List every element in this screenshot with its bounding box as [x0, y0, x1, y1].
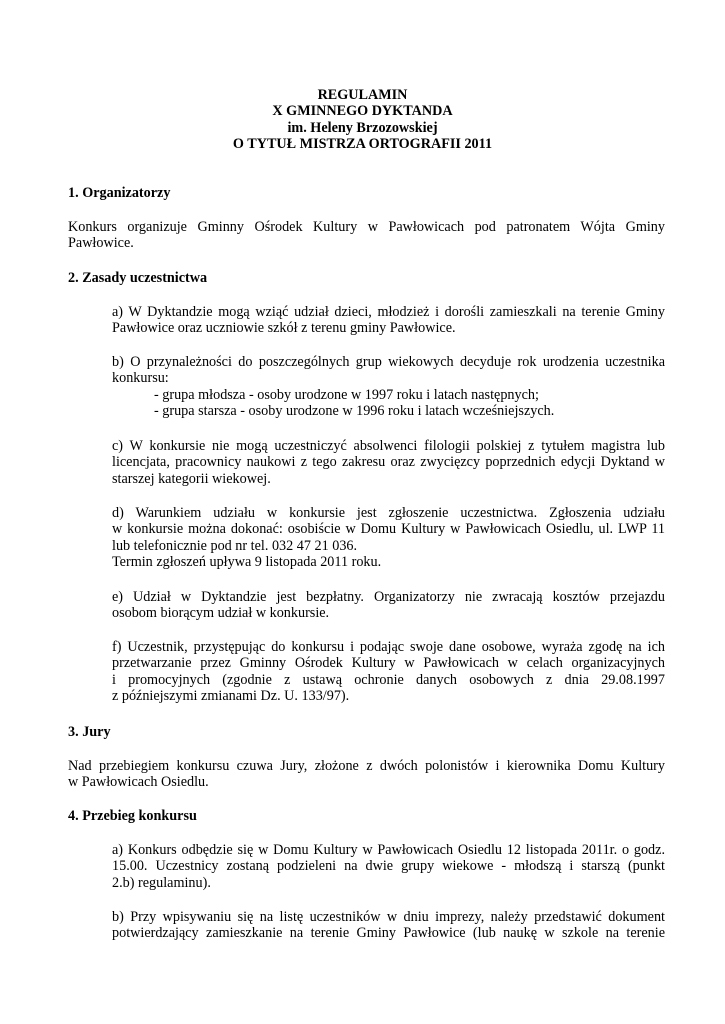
- text-line: e) Udział w Dyktandzie jest bezpłatny. Organizatorzy nie zwracają kosztów przejazdu: [112, 589, 665, 605]
- age-group-older: - grupa starsza - osoby urodzone w 1996 roku i latach wcześniejszych.: [154, 403, 555, 420]
- text-line: i promocyjnych (zgodnie z ustawą ochronie danych osobowych z dnia 29.08.1997: [112, 671, 665, 688]
- text-line: Termin zgłoszeń upływa 9 listopada 2011 roku.: [112, 554, 382, 571]
- section-2-item-d: [112, 505, 665, 571]
- text-line: b) O przynależności do poszczególnych grup wiekowych decyduje rok urodzenia uczestnika: [112, 354, 665, 370]
- text-line: licencjata, pracownicy naukowi z tego zakresu oraz zwycięzcy poprzednich edycji Dyktand w: [112, 454, 665, 471]
- section-2-item-a: [112, 304, 665, 337]
- age-group-younger: - grupa młodsza - osoby urodzone w 1997 roku i latach następnych;: [154, 386, 539, 403]
- text-line: f) Uczestnik, przystępując do konkursu i podając swoje dane osobowe, wyraża zgodę na ich: [112, 639, 665, 655]
- text-line: przetwarzanie przez Gminny Ośrodek Kultury w Pawłowicach w celach organizacyjnych: [112, 655, 665, 672]
- section-1-paragraph: [68, 219, 665, 252]
- section-2-item-c: [112, 438, 665, 487]
- text-line: c) W konkursie nie mogą uczestniczyć absolwenci filologii polskiej z tytułem magistra lub: [112, 438, 665, 454]
- section-2-heading: 2. Zasady uczestnictwa: [68, 270, 208, 286]
- title-line-2: X GMINNEGO DYKTANDA: [272, 103, 453, 120]
- text-line: a) W Dyktandzie mogą wziąć udział dzieci, młodzież i dorośli zamieszkali na terenie Gminy: [112, 304, 665, 320]
- text-line: Pawłowice oraz uczniowie szkół z terenu gminy Pawłowice.: [112, 320, 456, 337]
- text-line: Nad przebiegiem konkursu czuwa Jury, złożone z dwóch polonistów i kierownika Domu Kultury: [68, 758, 665, 774]
- text-line: a) Konkurs odbędzie się w Domu Kultury w Pawłowicach Osiedlu 12 listopada 2011r. o godz.: [112, 842, 665, 858]
- section-4-heading: 4. Przebieg konkursu: [68, 808, 197, 824]
- section-4-item-a: [112, 842, 665, 891]
- text-line: b) Przy wpisywaniu się na listę uczestników w dniu imprezy, należy przedstawić dokument: [112, 909, 665, 925]
- title-line-4: O TYTUŁ MISTRZA ORTOGRAFII 2011: [232, 136, 493, 153]
- section-4-item-b: [112, 909, 665, 942]
- section-2-item-f: [112, 639, 665, 705]
- section-2-item-b: [112, 354, 665, 420]
- section-2-item-e: [112, 589, 665, 622]
- text-line: d) Warunkiem udziału w konkursie jest zgłoszenie uczestnictwa. Zgłoszenia udziału: [112, 505, 665, 521]
- text-line: 15.00. Uczestnicy zostaną podzieleni na dwie grupy wiekowe - młodszą i starszą (punkt: [112, 858, 665, 875]
- text-line: potwierdzający zamieszkanie na terenie Gminy Pawłowice (lub naukę w szkole na terenie: [112, 925, 665, 942]
- text-line: konkursu:: [112, 370, 169, 387]
- text-line: 2.b) regulaminu).: [112, 874, 211, 891]
- text-line: Pawłowice.: [68, 235, 134, 252]
- text-line: starszej kategorii wiekowej.: [112, 470, 271, 487]
- section-3-heading: 3. Jury: [68, 724, 111, 740]
- section-1-heading: 1. Organizatorzy: [68, 185, 171, 201]
- title-line-3: im. Heleny Brzozowskiej: [287, 119, 438, 136]
- document-title: [0, 87, 725, 153]
- section-3-paragraph: [68, 758, 665, 791]
- text-line: osobom biorącym udział w konkursie.: [112, 605, 330, 622]
- text-line: z późniejszymi zmianami Dz. U. 133/97).: [112, 688, 350, 705]
- text-line: w Pawłowicach Osiedlu.: [68, 774, 209, 791]
- text-line: lub telefonicznie pod nr tel. 032 47 21 036.: [112, 537, 358, 554]
- text-line: Konkurs organizuje Gminny Ośrodek Kultury w Pawłowicach pod patronatem Wójta Gminy: [68, 219, 665, 235]
- title-line-1: REGULAMIN: [317, 87, 408, 103]
- text-line: w konkursie można dokonać: osobiście w Domu Kultury w Pawłowicach Osiedlu, ul. LWP 11: [112, 521, 665, 538]
